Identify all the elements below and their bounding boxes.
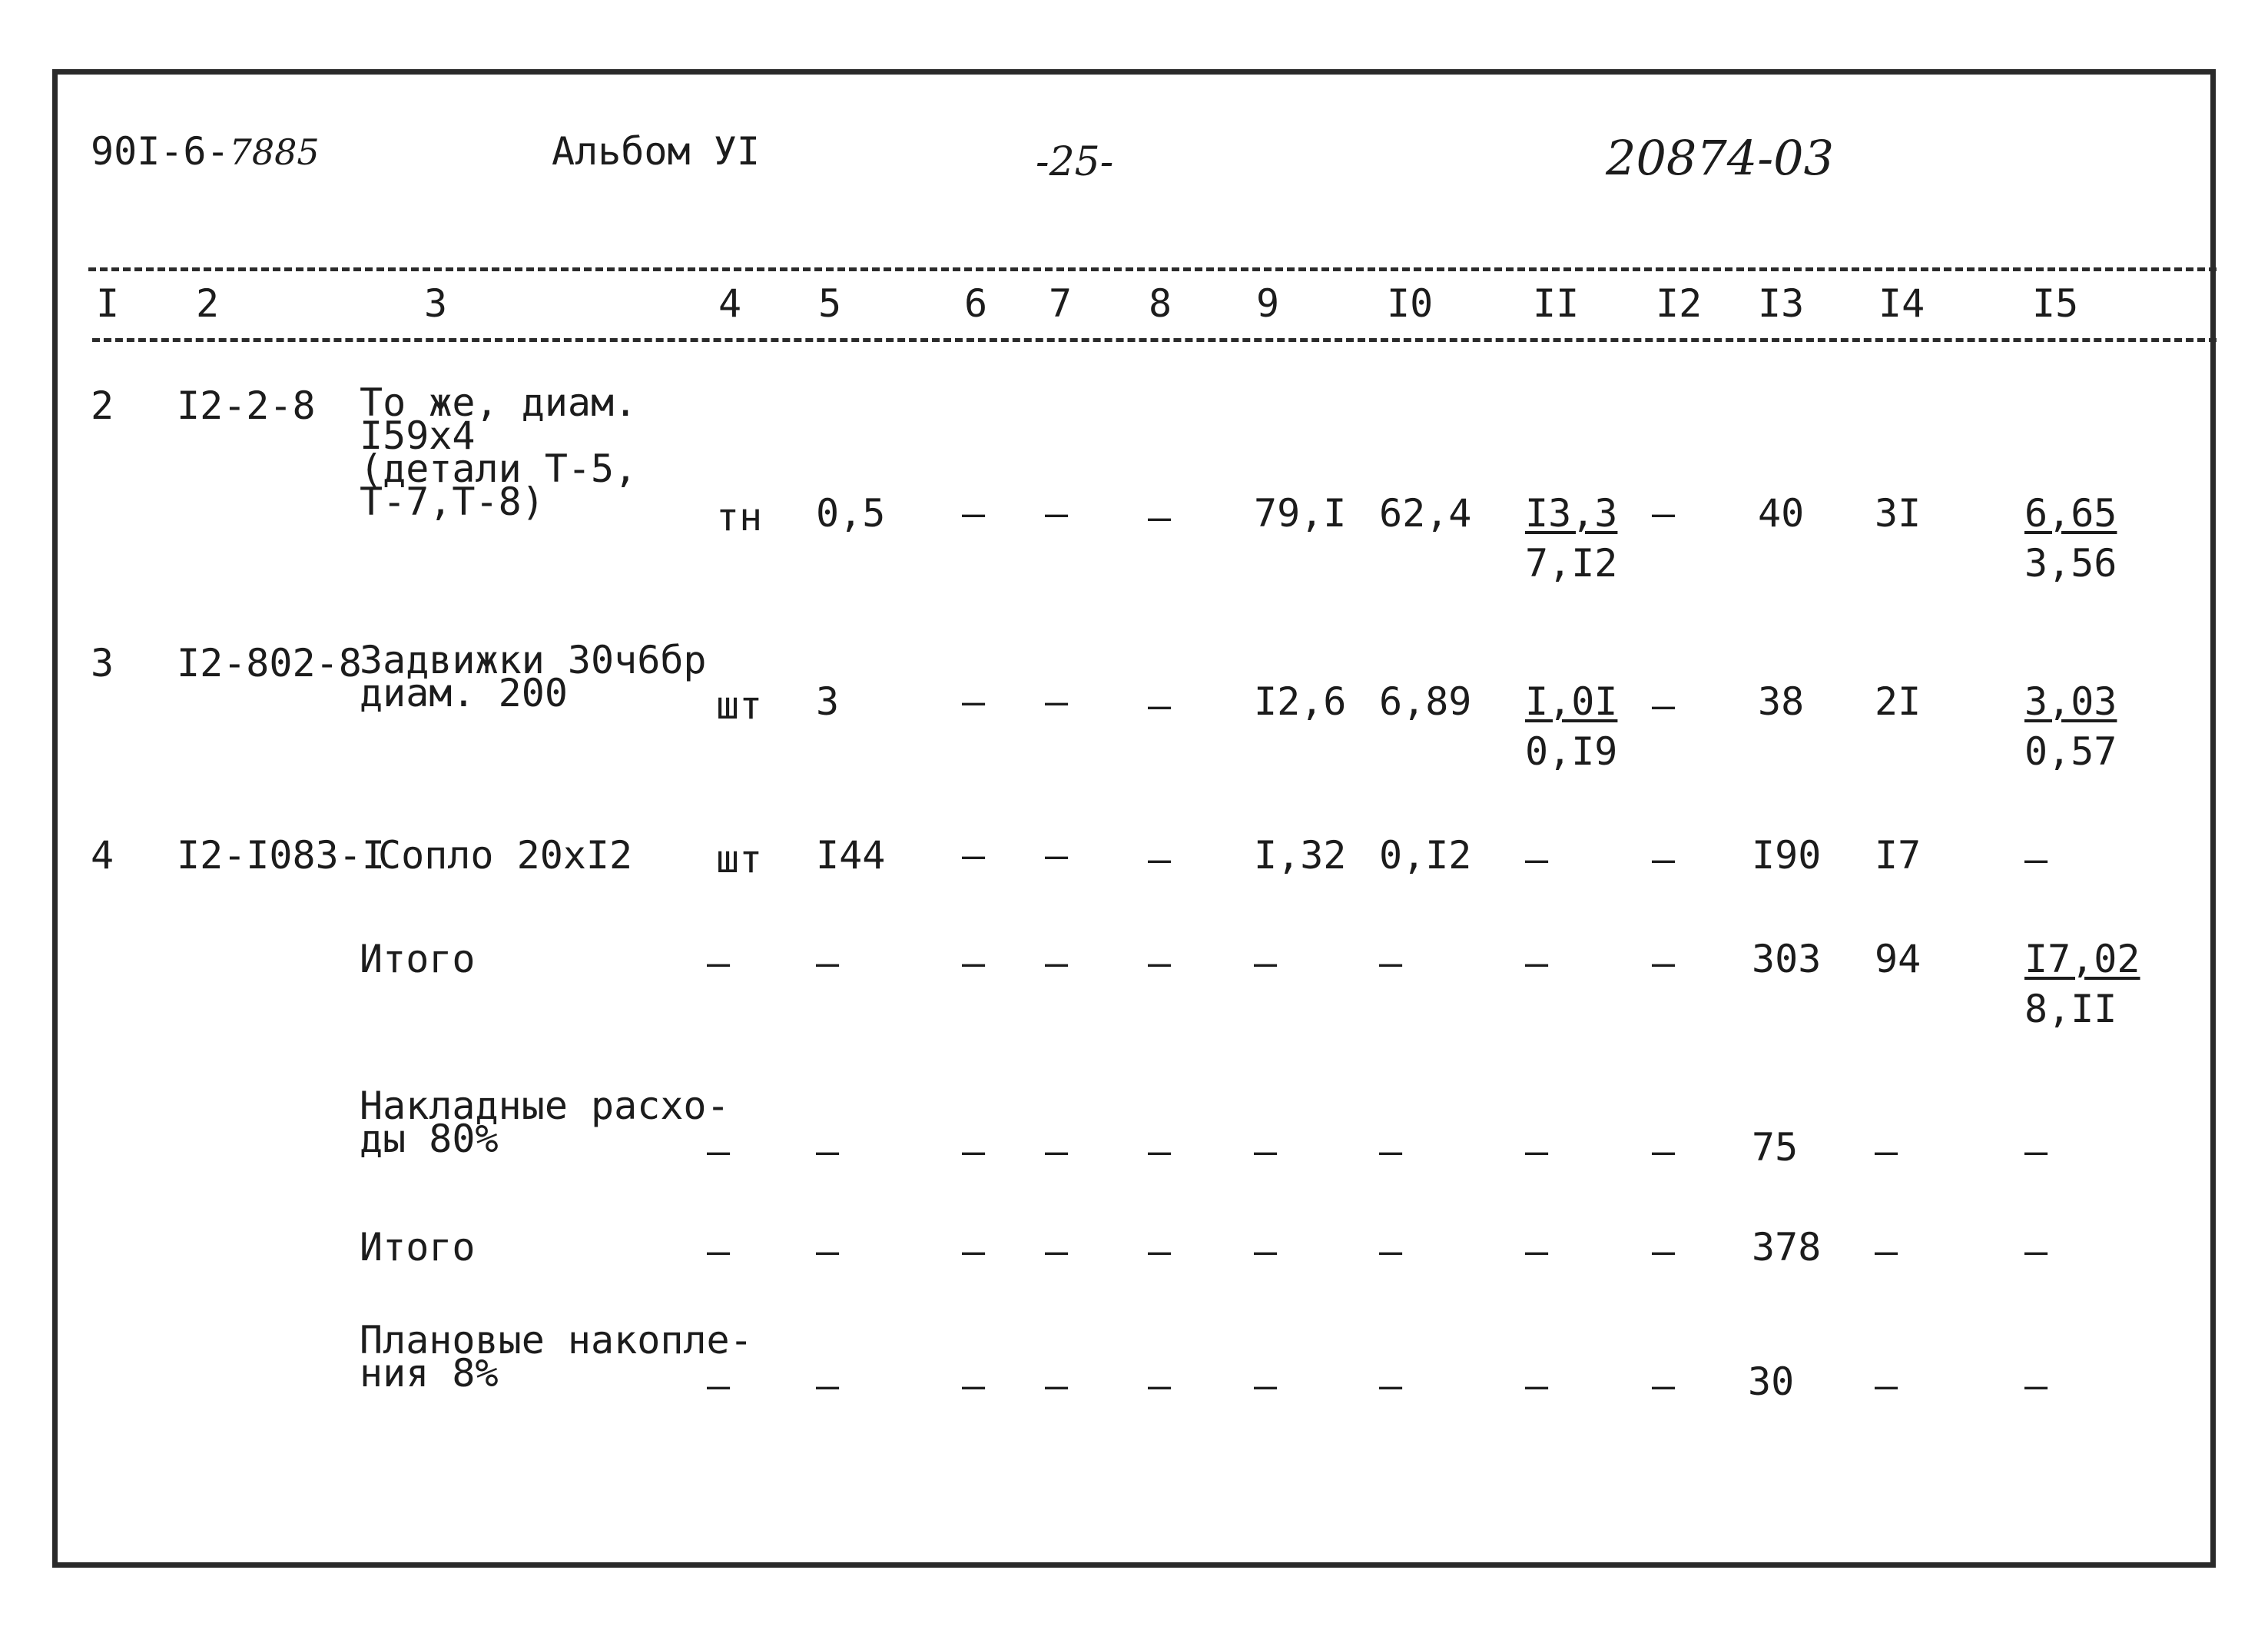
cell-col14: 3I <box>1875 491 1922 536</box>
cell-col9: – <box>1254 1363 1278 1408</box>
cell-col10: – <box>1379 941 1403 985</box>
cell-col15-bottom: 8,II <box>2024 987 2117 1031</box>
column-header: I2 <box>1656 281 1703 326</box>
cell-item-number: 2 <box>91 383 114 428</box>
cell-col12: – <box>1652 683 1676 728</box>
cell-col11: – <box>1525 1129 1549 1173</box>
cell-col11-bottom: 7,I2 <box>1525 541 1618 586</box>
cell-description: Сопло 20xI2 <box>378 833 633 878</box>
cell-col6: – <box>962 491 986 536</box>
doc-number: 20874-03 <box>1606 130 1835 186</box>
cell-quantity: – <box>816 1229 840 1273</box>
cell-col11: – <box>1525 941 1549 985</box>
cell-col13: 378 <box>1752 1225 1822 1270</box>
cell-col7: – <box>1045 941 1069 985</box>
cell-col6: – <box>962 941 986 985</box>
cell-quantity: 3 <box>816 679 840 724</box>
cell-item-number: 3 <box>91 641 114 685</box>
cell-col9: 79,I <box>1254 491 1347 536</box>
cell-col7: – <box>1045 833 1069 878</box>
cell-col12: – <box>1652 1129 1676 1173</box>
cell-quantity: – <box>816 1363 840 1408</box>
column-header: 2 <box>196 281 220 326</box>
cell-col15-top: 3,03 <box>2024 679 2117 724</box>
table-header-rule-top <box>88 267 2217 271</box>
cell-col7: – <box>1045 1129 1069 1173</box>
cell-col14: – <box>1875 1363 1898 1408</box>
cell-col15: – <box>2024 837 2048 881</box>
document-code-printed: 90I-6- <box>91 129 230 174</box>
cell-col15-bottom: 0,57 <box>2024 729 2117 774</box>
cell-description: Накладные расхо- ды 80% <box>360 1084 730 1161</box>
cell-col10: – <box>1379 1229 1403 1273</box>
cell-col12: – <box>1652 1229 1676 1273</box>
cell-col13: 30 <box>1748 1359 1795 1404</box>
cell-col11-top: I3,3 <box>1525 491 1618 536</box>
cell-col11-bottom: 0,I9 <box>1525 729 1618 774</box>
cell-col6: – <box>962 833 986 878</box>
cell-col7: – <box>1045 1229 1069 1273</box>
cell-col9: I,32 <box>1254 833 1347 878</box>
cell-col13: 303 <box>1752 937 1822 981</box>
cell-description: Задвижки 30ч6бр диам. 200 <box>360 638 707 715</box>
column-header: 8 <box>1149 281 1172 326</box>
cell-col15-top: I7,02 <box>2024 937 2140 981</box>
cell-col13: 38 <box>1758 679 1805 724</box>
cell-col11: – <box>1525 1363 1549 1408</box>
column-header: I4 <box>1878 281 1925 326</box>
cell-col8: – <box>1148 1363 1172 1408</box>
column-header: 6 <box>964 281 988 326</box>
cell-quantity: – <box>816 1129 840 1173</box>
cell-col12: – <box>1652 837 1676 881</box>
cell-unit: – <box>707 1363 731 1408</box>
cell-col8: – <box>1148 495 1172 539</box>
album-label: Альбом УI <box>552 129 760 174</box>
cell-col8: – <box>1148 1129 1172 1173</box>
cell-col10: 62,4 <box>1379 491 1472 536</box>
cell-quantity: I44 <box>816 833 886 878</box>
cell-unit: шт <box>716 683 763 728</box>
column-header: I <box>96 281 120 326</box>
cell-description: Итого <box>360 1225 476 1270</box>
cell-col10: – <box>1379 1129 1403 1173</box>
document-code <box>91 129 320 174</box>
cell-col6: – <box>962 1129 986 1173</box>
cell-description: Итого <box>360 937 476 981</box>
column-header: 5 <box>818 281 842 326</box>
cell-description: Плановые накопле- ния 8% <box>360 1318 753 1396</box>
cell-quantity: – <box>816 941 840 985</box>
column-header: 9 <box>1256 281 1280 326</box>
cell-col9: – <box>1254 1129 1278 1173</box>
cell-item-number: 4 <box>91 833 114 878</box>
cell-col12: – <box>1652 1363 1676 1408</box>
cell-code: I2-2-8 <box>177 383 316 428</box>
cell-code: I2-I083-I <box>177 833 385 878</box>
cell-col14: – <box>1875 1229 1898 1273</box>
cell-unit: тн <box>716 495 763 539</box>
cell-code: I2-802-8 <box>177 641 362 685</box>
column-header: I5 <box>2032 281 2079 326</box>
column-header: I3 <box>1758 281 1805 326</box>
cell-col8: – <box>1148 941 1172 985</box>
cell-col11-top: I,0I <box>1525 679 1618 724</box>
cell-description: То же, диам. I59x4 (детали Т-5, Т-7,Т-8) <box>360 380 638 524</box>
cell-col6: – <box>962 1229 986 1273</box>
cell-col13: I90 <box>1752 833 1822 878</box>
cell-unit: – <box>707 941 731 985</box>
column-header: 7 <box>1049 281 1073 326</box>
cell-col14: 2I <box>1875 679 1922 724</box>
cell-col15: – <box>2024 1363 2048 1408</box>
cell-col11: – <box>1525 837 1549 881</box>
cell-col8: – <box>1148 1229 1172 1273</box>
cell-col15: – <box>2024 1129 2048 1173</box>
cell-col8: – <box>1148 683 1172 728</box>
page-number: -25- <box>1036 139 1114 185</box>
cell-col15-bottom: 3,56 <box>2024 541 2117 586</box>
column-header: II <box>1533 281 1580 326</box>
cell-col6: – <box>962 679 986 724</box>
table-header-rule-bottom <box>92 338 2217 342</box>
cell-col7: – <box>1045 491 1069 536</box>
cell-unit: шт <box>716 837 763 881</box>
cell-col6: – <box>962 1363 986 1408</box>
cell-col12: – <box>1652 491 1676 536</box>
cell-col13: 75 <box>1752 1125 1799 1170</box>
cell-col8: – <box>1148 837 1172 881</box>
cell-col14: I7 <box>1875 833 1922 878</box>
cell-quantity: 0,5 <box>816 491 886 536</box>
cell-col14: 94 <box>1875 937 1922 981</box>
cell-col13: 40 <box>1758 491 1805 536</box>
cell-col10: – <box>1379 1363 1403 1408</box>
column-header: I0 <box>1387 281 1434 326</box>
cell-col9: – <box>1254 941 1278 985</box>
cell-col15: – <box>2024 1229 2048 1273</box>
cell-col14: – <box>1875 1129 1898 1173</box>
cell-col9: I2,6 <box>1254 679 1347 724</box>
column-header: 3 <box>424 281 448 326</box>
cell-col11: – <box>1525 1229 1549 1273</box>
cell-col10: 6,89 <box>1379 679 1472 724</box>
cell-col7: – <box>1045 679 1069 724</box>
cell-col9: – <box>1254 1229 1278 1273</box>
cell-col15-top: 6,65 <box>2024 491 2117 536</box>
cell-col12: – <box>1652 941 1676 985</box>
cell-unit: – <box>707 1229 731 1273</box>
column-header: 4 <box>718 281 742 326</box>
cell-unit: – <box>707 1129 731 1173</box>
cell-col10: 0,I2 <box>1379 833 1472 878</box>
cell-col7: – <box>1045 1363 1069 1408</box>
document-code-handwritten: 7885 <box>229 131 320 173</box>
